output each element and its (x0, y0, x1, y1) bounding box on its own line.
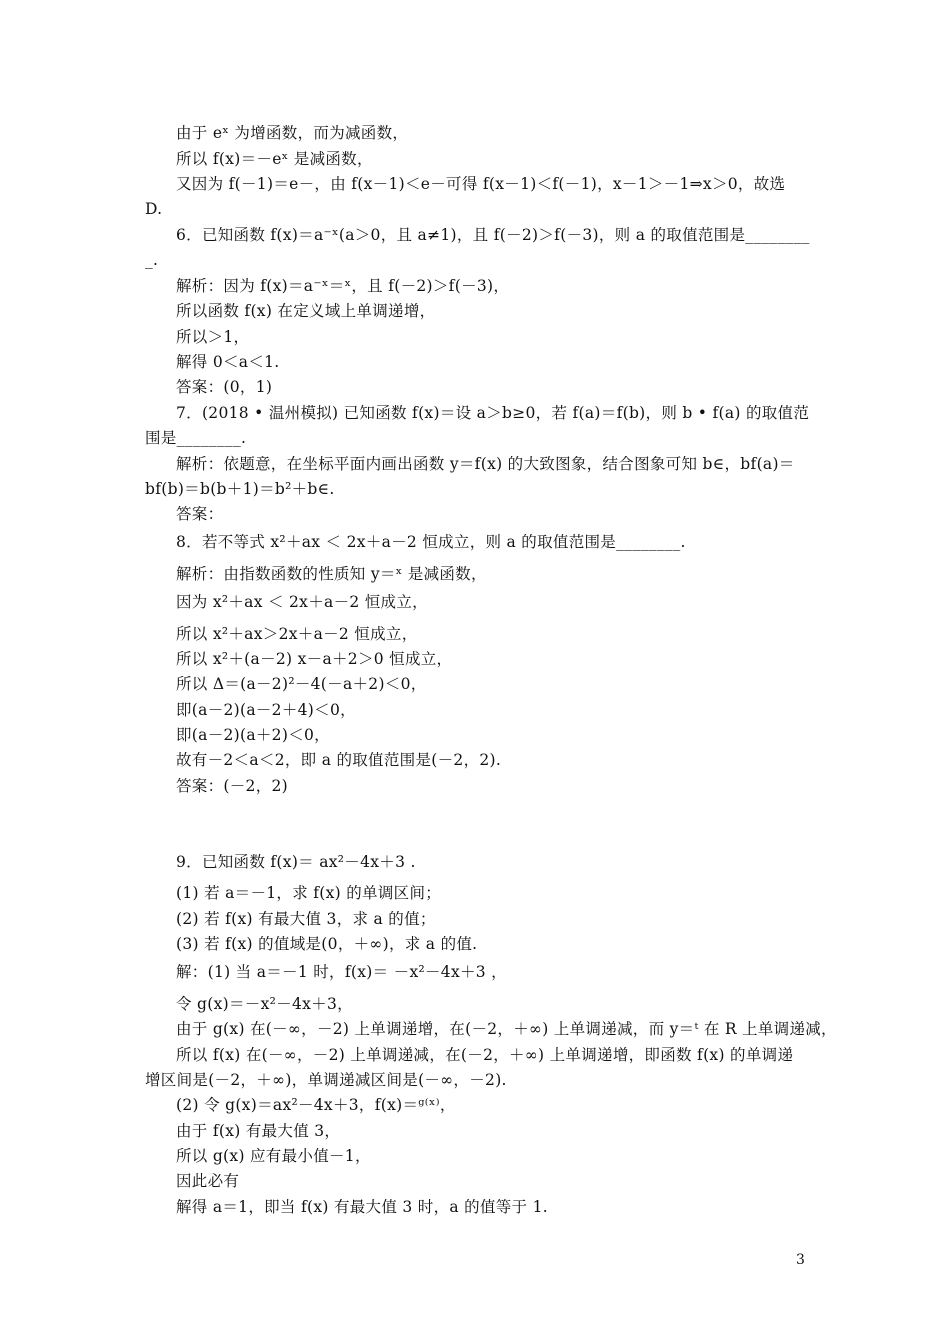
answer-line: 答案：(－2，2) (176, 777, 289, 795)
text-line: 解得 0＜a＜1. (176, 353, 280, 371)
text-line: 即(a－2)(a－2＋4)＜0， (176, 701, 356, 719)
text-line: bf(b)＝b(b＋1)＝b²＋b∈. (145, 480, 335, 498)
text-line: 所以 f(x) 在(－∞，－2) 上单调递减，在(－2，＋∞) 上单调递增，即函数 f(x) 的单调递 (176, 1046, 794, 1064)
text-line: D. (145, 200, 163, 218)
text-line: 所以 x²＋ax＞2x＋a－2 恒成立， (176, 625, 418, 643)
text-line: 故有－2＜a＜2，即 a 的取值范围是(－2，2). (176, 751, 502, 769)
text-line: 由于 f(x) 有最大值 3， (176, 1122, 341, 1140)
text-line: _. (145, 251, 159, 269)
text-line: 所以 g(x) 应有最小值－1， (176, 1147, 371, 1165)
text-line: 所以 x²＋(a－2) x－a＋2＞0 恒成立， (176, 650, 453, 668)
text-line: 解析：由指数函数的性质知 y＝ˣ 是减函数， (176, 565, 487, 583)
text-line: 解得 a＝1，即当 f(x) 有最大值 3 时，a 的值等于 1. (176, 1198, 548, 1216)
text-line: 由于 eˣ 为增函数，而为减函数， (176, 124, 409, 142)
text-line: 因为 x²＋ax ＜ 2x＋a－2 恒成立， (176, 593, 428, 611)
text-line: 增区间是(－2，＋∞)，单调递减区间是(－∞，－2). (145, 1071, 507, 1089)
question-8: 8．若不等式 x²＋ax ＜ 2x＋a－2 恒成立，则 a 的取值范围是________. (176, 533, 686, 551)
question-6: 6．已知函数 f(x)＝a⁻ˣ(a＞0，且 a≠1)，且 f(－2)＞f(－3)，则 a 的取值范围是________ (176, 226, 810, 244)
text-line: (2) 若 f(x) 有最大值 3，求 a 的值； (176, 910, 436, 928)
question-7: 7．(2018 • 温州模拟) 已知函数 f(x)＝设 a＞b≥0，若 f(a)＝f(b)，则 b • f(a) 的取值范 (176, 404, 810, 422)
text-line: 所以 f(x)＝－eˣ 是减函数， (176, 150, 373, 168)
text-line: 所以 Δ＝(a－2)²－4(－a＋2)＜0， (176, 675, 427, 693)
text-line: 所以＞1， (176, 328, 250, 346)
answer-line: 答案： (176, 505, 224, 523)
text-line: 围是________. (145, 429, 247, 447)
text-line: (3) 若 f(x) 的值域是(0，＋∞)，求 a 的值. (176, 935, 478, 953)
answer-line: 答案：(0，1) (176, 378, 273, 396)
text-line: 解析：因为 f(x)＝a⁻ˣ＝ˣ，且 f(－2)＞f(－3)， (176, 277, 510, 295)
question-9: 9．已知函数 f(x)＝ ax²－4x＋3 . (176, 853, 416, 871)
text-line: 解析：依题意，在坐标平面内画出函数 y＝f(x) 的大致图象，结合图象可知 b∈，bf(a)＝ (176, 455, 795, 473)
text-line: (1) 若 a＝－1，求 f(x) 的单调区间； (176, 884, 442, 902)
text-line: 又因为 f(－1)＝e－，由 f(x－1)＜e－可得 f(x－1)＜f(－1)，x－1＞－1⇒x＞0，故选 (176, 175, 786, 193)
text-line: (2) 令 g(x)＝ax²－4x＋3，f(x)＝ᵍ⁽ˣ⁾， (176, 1096, 456, 1114)
text-line: 因此必有 (176, 1172, 240, 1190)
text-line: 令 g(x)＝－x²－4x＋3， (176, 995, 353, 1013)
text-line: 由于 g(x) 在(－∞，－2) 上单调递增，在(－2，＋∞) 上单调递减，而 y＝ᵗ 在 R 上单调递减， (176, 1020, 837, 1038)
text-line: 所以函数 f(x) 在定义域上单调递增， (176, 302, 436, 320)
text-line: 即(a－2)(a＋2)＜0， (176, 726, 330, 744)
text-line: 解：(1) 当 a＝－1 时，f(x)＝ －x²－4x＋3 ， (176, 963, 507, 981)
page-number: 3 (796, 1252, 805, 1268)
